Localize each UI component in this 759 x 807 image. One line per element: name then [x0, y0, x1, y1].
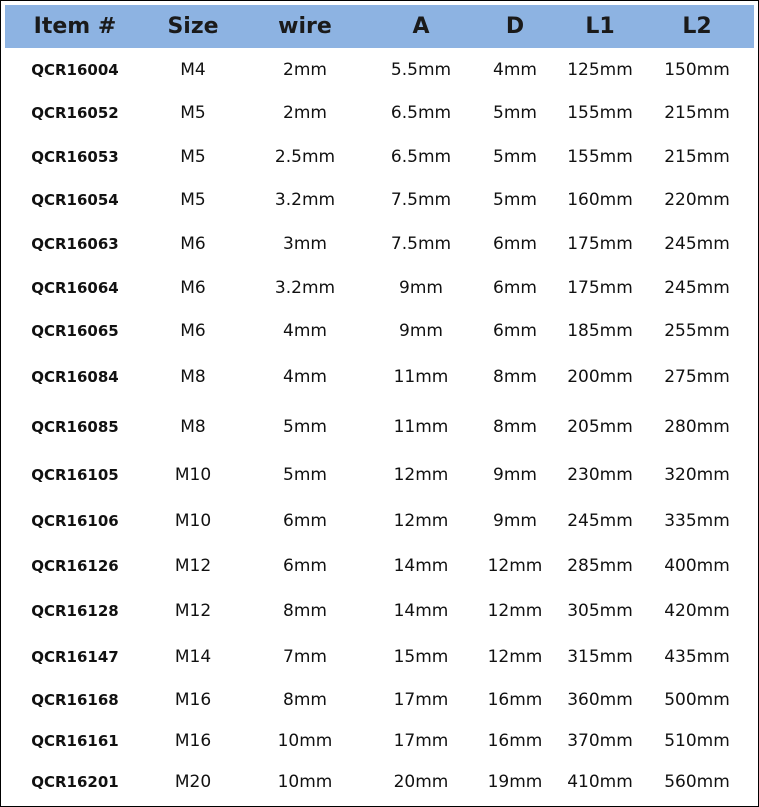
cell-a: 7.5mm	[390, 190, 452, 210]
cell-l2: 215mm	[664, 103, 730, 123]
cell-item-number: QCR16085	[31, 418, 119, 436]
cell-d: 6mm	[493, 278, 537, 298]
cell-size: M10	[174, 511, 212, 531]
cell-l1: 285mm	[567, 556, 633, 576]
cell-l2: 280mm	[664, 417, 730, 437]
cell-size: M12	[174, 556, 212, 576]
cell-d: 12mm	[487, 556, 543, 576]
table-row	[5, 506, 754, 536]
cell-l1: 175mm	[567, 278, 633, 298]
cell-item-number: QCR16126	[31, 557, 119, 575]
cell-item-number: QCR16106	[31, 512, 119, 530]
cell-wire: 6mm	[283, 511, 327, 531]
cell-wire: 3.2mm	[274, 190, 336, 210]
cell-d: 5mm	[493, 147, 537, 167]
cell-wire: 10mm	[277, 772, 333, 792]
cell-l1: 230mm	[567, 465, 633, 485]
cell-l1: 245mm	[567, 511, 633, 531]
cell-size: M4	[180, 60, 206, 80]
table-row	[5, 596, 754, 626]
cell-item-number: QCR16147	[31, 648, 119, 666]
cell-wire: 6mm	[283, 556, 327, 576]
table-row	[5, 685, 754, 715]
cell-item-number: QCR16201	[31, 773, 119, 791]
cell-a: 17mm	[393, 690, 449, 710]
cell-size: M6	[180, 234, 206, 254]
cell-d: 4mm	[493, 60, 537, 80]
cell-size: M14	[174, 647, 212, 667]
cell-size: M6	[180, 321, 206, 341]
cell-d: 8mm	[493, 417, 537, 437]
cell-size: M12	[174, 601, 212, 621]
cell-wire: 5mm	[283, 417, 327, 437]
cell-size: M5	[180, 147, 206, 167]
cell-l2: 335mm	[664, 511, 730, 531]
cell-l1: 175mm	[567, 234, 633, 254]
cell-d: 5mm	[493, 103, 537, 123]
cell-l2: 435mm	[664, 647, 730, 667]
header-size: Size	[167, 14, 219, 39]
cell-d: 6mm	[493, 234, 537, 254]
header-wire: wire	[278, 14, 332, 39]
cell-l1: 205mm	[567, 417, 633, 437]
cell-wire: 8mm	[283, 601, 327, 621]
cell-size: M16	[174, 731, 212, 751]
cell-l2: 560mm	[664, 772, 730, 792]
cell-a: 20mm	[393, 772, 449, 792]
table-row	[5, 229, 754, 259]
cell-item-number: QCR16084	[31, 368, 119, 386]
cell-size: M20	[174, 772, 212, 792]
cell-d: 9mm	[493, 465, 537, 485]
cell-d: 12mm	[487, 647, 543, 667]
table-row	[5, 55, 754, 85]
table-row	[5, 642, 754, 672]
cell-d: 16mm	[487, 731, 543, 751]
cell-l2: 320mm	[664, 465, 730, 485]
table-row	[5, 412, 754, 442]
cell-item-number: QCR16168	[31, 691, 119, 709]
cell-size: M8	[180, 417, 206, 437]
cell-item-number: QCR16064	[31, 279, 119, 297]
cell-d: 9mm	[493, 511, 537, 531]
cell-size: M5	[180, 190, 206, 210]
header-l1: L1	[585, 14, 615, 39]
cell-l2: 420mm	[664, 601, 730, 621]
cell-l1: 315mm	[567, 647, 633, 667]
cell-wire: 2.5mm	[274, 147, 336, 167]
table-row	[5, 460, 754, 490]
cell-l2: 245mm	[664, 278, 730, 298]
table-row	[5, 142, 754, 172]
cell-item-number: QCR16004	[31, 61, 119, 79]
cell-a: 9mm	[399, 321, 443, 341]
cell-l2: 215mm	[664, 147, 730, 167]
cell-wire: 4mm	[283, 367, 327, 387]
cell-a: 6.5mm	[390, 147, 452, 167]
cell-item-number: QCR16054	[31, 191, 119, 209]
cell-d: 16mm	[487, 690, 543, 710]
cell-d: 12mm	[487, 601, 543, 621]
cell-item-number: QCR16053	[31, 148, 119, 166]
cell-a: 7.5mm	[390, 234, 452, 254]
table-row	[5, 767, 754, 797]
cell-a: 17mm	[393, 731, 449, 751]
cell-d: 19mm	[487, 772, 543, 792]
cell-size: M10	[174, 465, 212, 485]
table-row	[5, 726, 754, 756]
cell-l1: 370mm	[567, 731, 633, 751]
cell-d: 6mm	[493, 321, 537, 341]
table-row	[5, 185, 754, 215]
cell-d: 5mm	[493, 190, 537, 210]
cell-a: 5.5mm	[390, 60, 452, 80]
cell-l1: 185mm	[567, 321, 633, 341]
table-header	[5, 5, 754, 48]
cell-l2: 500mm	[664, 690, 730, 710]
table-row	[5, 551, 754, 581]
cell-a: 9mm	[399, 278, 443, 298]
table-row	[5, 273, 754, 303]
cell-a: 6.5mm	[390, 103, 452, 123]
table-row	[5, 98, 754, 128]
cell-item-number: QCR16161	[31, 732, 119, 750]
cell-wire: 2mm	[283, 60, 327, 80]
header-l2: L2	[682, 14, 712, 39]
cell-wire: 2mm	[283, 103, 327, 123]
cell-item-number: QCR16065	[31, 322, 119, 340]
cell-l2: 255mm	[664, 321, 730, 341]
table-row	[5, 316, 754, 346]
cell-l2: 220mm	[664, 190, 730, 210]
cell-item-number: QCR16063	[31, 235, 119, 253]
cell-l2: 150mm	[664, 60, 730, 80]
cell-item-number: QCR16128	[31, 602, 119, 620]
cell-a: 11mm	[393, 417, 449, 437]
cell-a: 14mm	[393, 556, 449, 576]
cell-a: 12mm	[393, 465, 449, 485]
cell-a: 11mm	[393, 367, 449, 387]
cell-item-number: QCR16105	[31, 466, 119, 484]
table-row	[5, 362, 754, 392]
cell-a: 15mm	[393, 647, 449, 667]
cell-l2: 275mm	[664, 367, 730, 387]
cell-wire: 5mm	[283, 465, 327, 485]
cell-l1: 155mm	[567, 103, 633, 123]
cell-size: M5	[180, 103, 206, 123]
header-a: A	[412, 14, 430, 39]
cell-l1: 160mm	[567, 190, 633, 210]
cell-item-number: QCR16052	[31, 104, 119, 122]
cell-l1: 360mm	[567, 690, 633, 710]
header-item-number: Item #	[33, 14, 117, 39]
cell-l2: 245mm	[664, 234, 730, 254]
cell-wire: 3.2mm	[274, 278, 336, 298]
cell-l1: 410mm	[567, 772, 633, 792]
cell-wire: 8mm	[283, 690, 327, 710]
cell-a: 12mm	[393, 511, 449, 531]
cell-l1: 155mm	[567, 147, 633, 167]
cell-d: 8mm	[493, 367, 537, 387]
cell-l1: 125mm	[567, 60, 633, 80]
cell-l1: 305mm	[567, 601, 633, 621]
cell-size: M8	[180, 367, 206, 387]
cell-wire: 4mm	[283, 321, 327, 341]
cell-size: M6	[180, 278, 206, 298]
cell-size: M16	[174, 690, 212, 710]
cell-wire: 7mm	[283, 647, 327, 667]
cell-l1: 200mm	[567, 367, 633, 387]
header-d: D	[505, 14, 525, 39]
cell-l2: 510mm	[664, 731, 730, 751]
cell-l2: 400mm	[664, 556, 730, 576]
cell-wire: 10mm	[277, 731, 333, 751]
cell-a: 14mm	[393, 601, 449, 621]
cell-wire: 3mm	[283, 234, 327, 254]
